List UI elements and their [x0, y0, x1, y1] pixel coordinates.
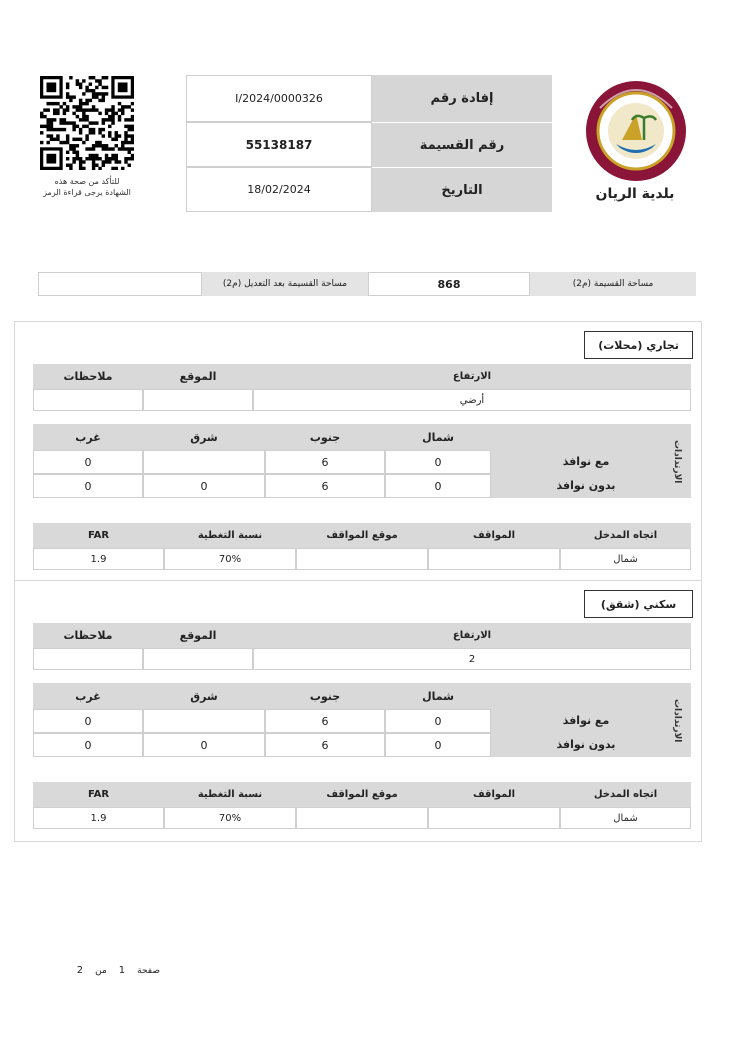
notes-value: [33, 648, 143, 670]
without-windows-label: بدون نوافذ: [556, 478, 616, 492]
bottom-value: 1.9: [33, 807, 164, 829]
height-value: 2: [253, 648, 691, 670]
without-windows-value: 6: [265, 733, 385, 757]
section-title: سكني (شقق): [584, 590, 693, 618]
qr-caption-line1: للتأكد من صحة هذه: [54, 177, 120, 186]
setback-direction-header: شرق: [143, 683, 265, 709]
setbacks-vertical-label: الارتدادات: [672, 699, 682, 743]
height-header: الارتفاع: [253, 623, 691, 648]
without-windows-value: 0: [385, 733, 491, 757]
bottom-header: المواقف: [428, 523, 560, 548]
bottom-value: [296, 548, 428, 570]
bottom-header: اتجاه المدخل: [560, 782, 691, 807]
setback-direction-header: شمال: [385, 683, 491, 709]
bottom-header: FAR: [33, 523, 164, 548]
height-value: أرضي: [253, 389, 691, 411]
without-windows-label: بدون نوافذ: [556, 737, 616, 751]
with-windows-value: 0: [33, 709, 143, 733]
with-windows-value: [143, 709, 265, 733]
bottom-header: نسبة التغطية: [164, 523, 296, 548]
plot-number-value: 55138187: [186, 122, 372, 167]
notes-header: ملاحظات: [33, 623, 143, 648]
adjusted-area-value: [38, 272, 202, 296]
location-header: الموقع: [143, 623, 253, 648]
date-label: التاريخ: [372, 167, 552, 212]
qr-code-image: [40, 76, 134, 170]
adjusted-area-label: مساحة القسيمة بعد التعديل (م2): [202, 272, 368, 296]
bottom-value: [428, 548, 560, 570]
qatar-emblem-logo: [582, 78, 690, 184]
setback-direction-header: شرق: [143, 424, 265, 450]
with-windows-label: مع نوافذ: [562, 713, 610, 727]
certificate-number-label: إفادة رقم: [372, 75, 552, 122]
page-current: 1: [118, 965, 126, 976]
notes-value: [33, 389, 143, 411]
plot-number-label: رقم القسيمة: [372, 122, 552, 167]
page-label: صفحة: [137, 965, 160, 976]
setback-direction-header: جنوب: [265, 424, 385, 450]
setback-direction-header: غرب: [33, 683, 143, 709]
with-windows-value: 0: [33, 450, 143, 474]
height-header: الارتفاع: [253, 364, 691, 389]
with-windows-value: [143, 450, 265, 474]
without-windows-value: 0: [143, 474, 265, 498]
commercial-section: [14, 321, 702, 582]
setback-direction-header: غرب: [33, 424, 143, 450]
without-windows-value: 0: [33, 474, 143, 498]
municipality-name: بلدية الريان: [595, 186, 675, 202]
plot-area-label: مساحة القسيمة (م2): [530, 272, 696, 296]
date-value: 18/02/2024: [186, 167, 372, 212]
bottom-header: FAR: [33, 782, 164, 807]
of-label: من: [95, 965, 107, 976]
plot-area-value: 868: [368, 272, 530, 296]
bottom-value: 70%: [164, 548, 296, 570]
with-windows-label: مع نوافذ: [562, 454, 610, 468]
with-windows-value: 0: [385, 450, 491, 474]
with-windows-value: 0: [385, 709, 491, 733]
residential-section: [14, 580, 702, 842]
location-header: الموقع: [143, 364, 253, 389]
without-windows-value: 0: [143, 733, 265, 757]
bottom-header: اتجاه المدخل: [560, 523, 691, 548]
setbacks-vertical-label: الارتدادات: [672, 440, 682, 484]
without-windows-value: 0: [33, 733, 143, 757]
bottom-value: 1.9: [33, 548, 164, 570]
bottom-header: المواقف: [428, 782, 560, 807]
bottom-header: موقع المواقف: [296, 523, 428, 548]
without-windows-value: 6: [265, 474, 385, 498]
setback-direction-header: جنوب: [265, 683, 385, 709]
bottom-value: [428, 807, 560, 829]
notes-header: ملاحظات: [33, 364, 143, 389]
location-value: [143, 389, 253, 411]
bottom-header: موقع المواقف: [296, 782, 428, 807]
qr-caption-line2: الشهادة يرجى قراءة الرمز: [43, 188, 131, 197]
bottom-value: شمال: [560, 807, 691, 829]
with-windows-value: 6: [265, 709, 385, 733]
bottom-value: [296, 807, 428, 829]
with-windows-value: 6: [265, 450, 385, 474]
bottom-value: شمال: [560, 548, 691, 570]
page-footer: [40, 965, 160, 976]
bottom-header: نسبة التغطية: [164, 782, 296, 807]
qr-caption: [28, 176, 146, 198]
section-title: تجاري (محلات): [584, 331, 693, 359]
certificate-number-value: I/2024/0000326: [186, 75, 372, 122]
setback-direction-header: شمال: [385, 424, 491, 450]
page-total: 2: [76, 965, 84, 976]
bottom-value: 70%: [164, 807, 296, 829]
without-windows-value: 0: [385, 474, 491, 498]
qr-code: [40, 76, 134, 170]
location-value: [143, 648, 253, 670]
emblem-icon: [582, 78, 690, 184]
